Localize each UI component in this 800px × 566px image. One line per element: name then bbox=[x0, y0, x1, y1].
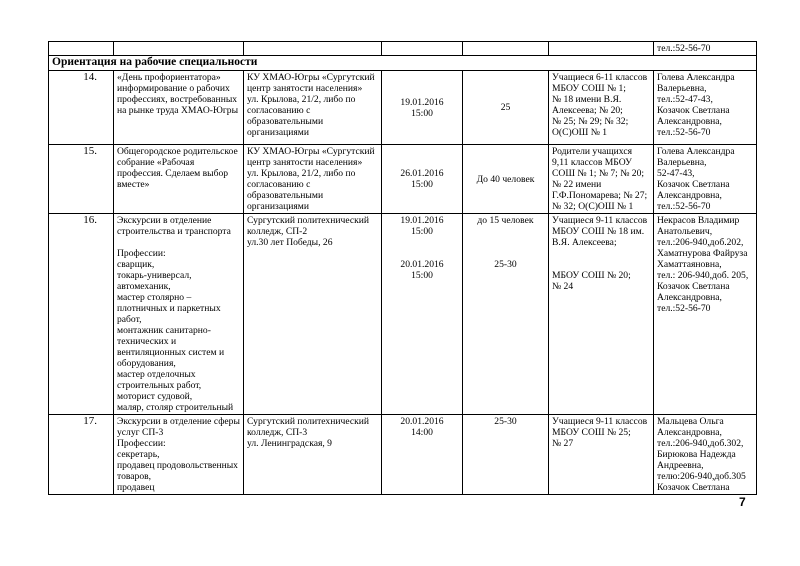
row-number: 17. bbox=[49, 415, 114, 495]
count-cell: 25 bbox=[463, 71, 549, 145]
count-cell: 25-30 bbox=[463, 415, 549, 495]
contact-cell: Некрасов Владимир Анатольевич, тел.:206-940,доб.202, Хаматнурова Файруза Хаматтаяновна, тел.: 206-940,доб. 205, Козачок Светлана Александровна, тел.:52-56-70 bbox=[654, 214, 757, 415]
row-number: 16. bbox=[49, 214, 114, 415]
row-number: 14. bbox=[49, 71, 114, 145]
table-row bbox=[49, 214, 757, 415]
contact-cell: Голева Александра Валерьевна, 52-47-43, Козачок Светлана Александровна, тел.:52-56-70 bbox=[654, 145, 757, 214]
place-cell: КУ ХМАО-Югры «Сургутский центр занятости населения» ул. Крылова, 21/2, либо по согласованию с образовательными организациями bbox=[244, 145, 382, 214]
table-row bbox=[49, 415, 757, 495]
place-cell: Сургутский политехнический колледж, СП-3 ул. Ленинградская, 9 bbox=[244, 415, 382, 495]
place-cell: КУ ХМАО-Югры «Сургутский центр занятости населения» ул. Крылова, 21/2, либо по согласованию с образовательными организациями bbox=[244, 71, 382, 145]
participants-cell: Учащиеся 9-11 классов МБОУ СОШ № 18 им. В.Я. Алексеева; МБОУ СОШ № 20; № 24 bbox=[549, 214, 654, 415]
date-cell: 20.01.2016 14:00 bbox=[382, 415, 463, 495]
contact-cell: Мальцева Ольга Александровна, тел.:206-940,доб.302, Бирюкова Надежда Андреевна, телю:206-940,доб.305 Козачок Светлана bbox=[654, 415, 757, 495]
date-cell: 19.01.2016 15:00 20.01.2016 15:00 bbox=[382, 214, 463, 415]
contact-cell: тел.:52-56-70 bbox=[654, 42, 757, 56]
page-number: 7 bbox=[739, 495, 746, 509]
events-table bbox=[48, 41, 757, 495]
date-cell: 26.01.2016 15:00 bbox=[382, 145, 463, 214]
participants-cell: Учащиеся 9-11 классов МБОУ СОШ № 25; № 27 bbox=[549, 415, 654, 495]
count-cell: до 15 человек 25-30 bbox=[463, 214, 549, 415]
event-cell: Общегородское родительское собрание «Рабочая профессия. Сделаем выбор вместе» bbox=[114, 145, 244, 214]
section-row bbox=[49, 56, 757, 71]
participants-cell: Родители учащихся 9,11 классов МБОУ СОШ № 1; № 7; № 20; № 22 имени Г.Ф.Пономарева; № 27; № 32; О(С)ОШ № 1 bbox=[549, 145, 654, 214]
place-cell: Сургутский политехнический колледж, СП-2 ул.30 лет Победы, 26 bbox=[244, 214, 382, 415]
event-cell: «День профориентатора» информирование о рабочих профессиях, востребованных на рынке труда ХМАО-Югры bbox=[114, 71, 244, 145]
table-row bbox=[49, 145, 757, 214]
event-cell: Экскурсии в отделение строительства и транспорта Профессии: сварщик, токарь-универсал, автомеханик, мастер столярно – плотничных и паркетных работ, монтажник санитарно-технических и вентиляционных систем и оборудования, мастер отделочных строительных работ, моторист судовой, маляр, столяр строительный bbox=[114, 214, 244, 415]
contact-cell: Голева Александра Валерьевна, тел.:52-47-43, Козачок Светлана Александровна, тел.:52-56-70 bbox=[654, 71, 757, 145]
count-cell: До 40 человек bbox=[463, 145, 549, 214]
participants-cell: Учащиеся 6-11 классов МБОУ СОШ № 1; № 18 имени В.Я. Алексеева; № 20; № 25; № 29; № 32; О(С)ОШ № 1 bbox=[549, 71, 654, 145]
table-row bbox=[49, 71, 757, 145]
row-number: 15. bbox=[49, 145, 114, 214]
event-cell: Экскурсии в отделение сферы услуг СП-3 Профессии: секретарь, продавец продовольственных товаров, продавец bbox=[114, 415, 244, 495]
date-cell: 19.01.2016 15:00 bbox=[382, 71, 463, 145]
table-row bbox=[49, 42, 757, 56]
section-title: Ориентация на рабочие специальности bbox=[49, 56, 757, 71]
